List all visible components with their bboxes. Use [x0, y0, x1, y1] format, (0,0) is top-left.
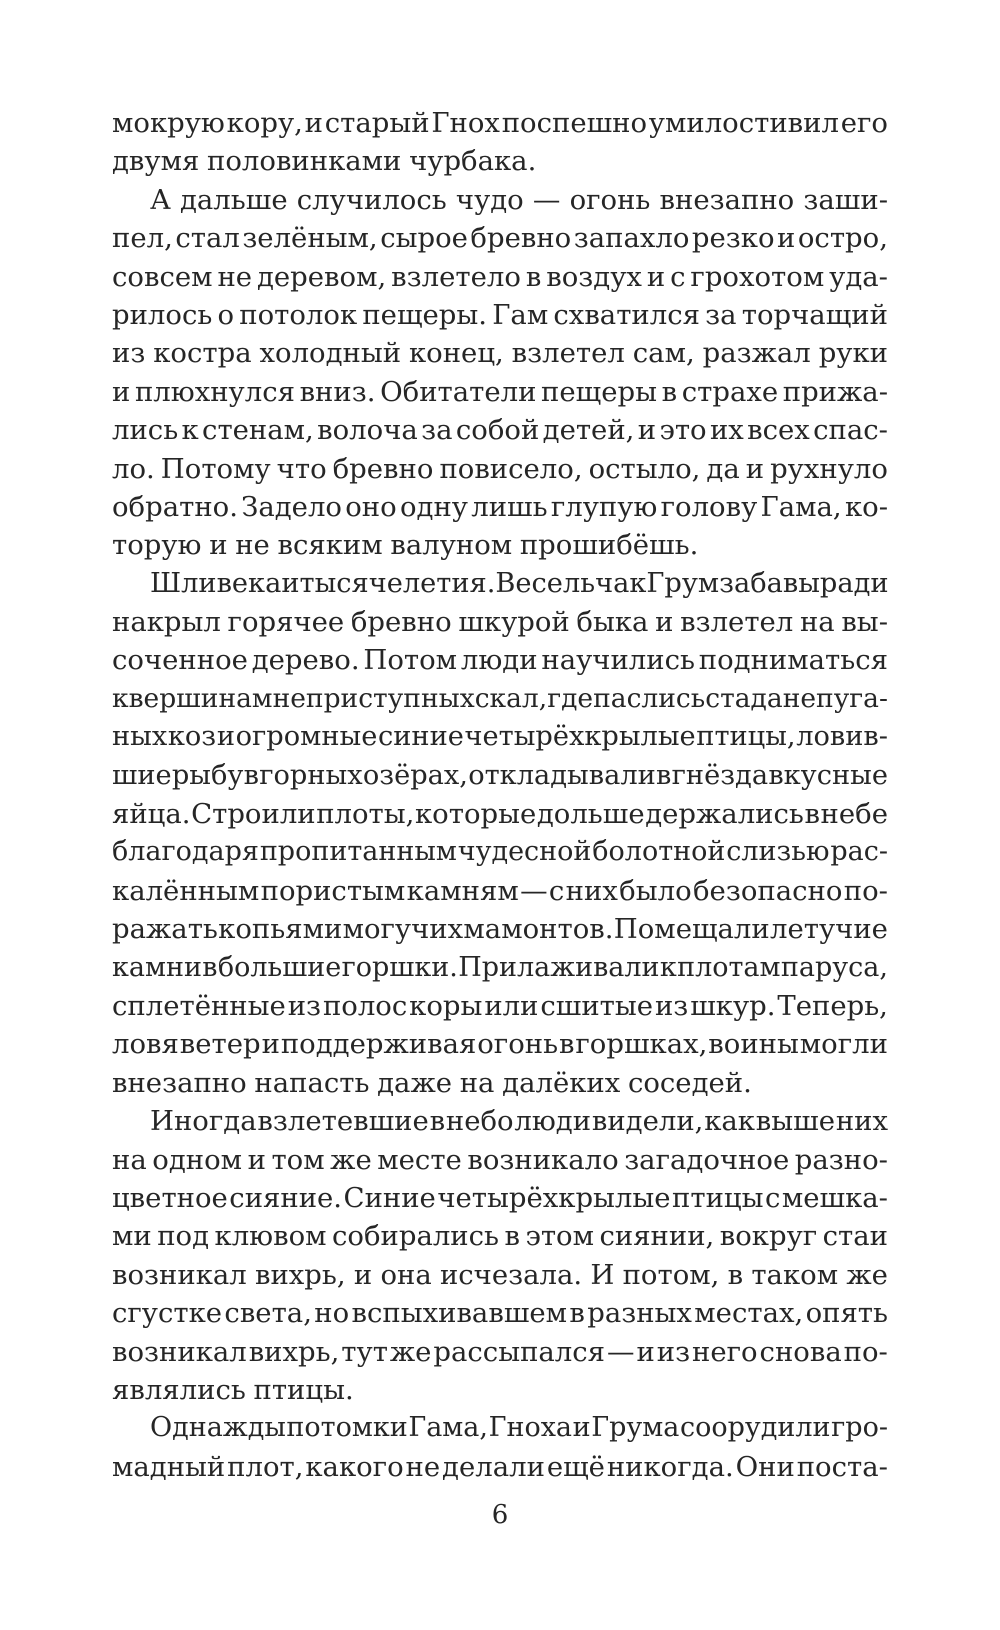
- page-number: 6: [491, 1500, 509, 1530]
- page-text: [112, 104, 888, 1486]
- text-line: двумя половинками чурбака.: [112, 145, 537, 178]
- text-line: Шли века и тысячелетия. Весельчак Грум забавы ради: [150, 567, 889, 599]
- text-line: сплетённые из полос коры или сшитые из шкур. Теперь,: [112, 989, 888, 1022]
- text-line: сгустке света, но вспыхивавшем в разных местах, опять: [112, 1297, 888, 1330]
- text-line: ло. Потому что бревно повисело, остыло, да и рухнуло: [112, 452, 888, 485]
- text-line: возникал вихрь, и она исчезала. И потом, в таком же: [112, 1258, 888, 1291]
- text-line: Однажды потомки Гама, Гноха и Грума соорудили гро-: [150, 1412, 888, 1444]
- text-line: пел, стал зелёным, сырое бревно запахло резко и остро,: [112, 222, 888, 255]
- text-line: благодаря пропитанным чудесной болотной слизью рас-: [112, 836, 888, 868]
- text-line: ловя ветер и поддерживая огонь в горшках, воины могли: [112, 1028, 888, 1061]
- text-line: и плюхнулся вниз. Обитатели пещеры в страхе прижа-: [112, 375, 888, 408]
- text-line: накрыл горячее бревно шкурой быка и взлетел на вы-: [112, 606, 888, 639]
- text-line: мадный плот, какого не делали ещё никогда. Они поста-: [112, 1450, 888, 1483]
- text-line: к вершинам неприступных скал, где паслись стада непуга-: [112, 682, 888, 714]
- text-line: А дальше случилось чудо — огонь внезапно заши-: [150, 183, 888, 216]
- text-line: соченное дерево. Потом люди научились подниматься: [112, 644, 888, 677]
- text-line: Иногда взлетевшие в небо люди видели, как выше них: [150, 1105, 888, 1138]
- text-line: ных коз и огромные синие четырёхкрылые птицы, ловив-: [112, 721, 888, 753]
- text-line: на одном и том же месте возникало загадочное разно-: [112, 1143, 888, 1176]
- text-line: из костра холодный конец, взлетел сам, разжал руки: [112, 337, 888, 370]
- text-line: калённым пористым камням — с них было безопасно по-: [112, 874, 888, 907]
- text-line: цветное сияние. Синие четырёхкрылые птицы с мешка-: [112, 1181, 888, 1214]
- text-line: внезапно напасть даже на далёких соседей.: [112, 1066, 752, 1099]
- text-line: камни в большие горшки. Прилаживали к плотам паруса,: [112, 951, 888, 983]
- text-line: мокрую кору, и старый Гнох поспешно умилостивил его: [112, 107, 888, 139]
- text-line: рилось о потолок пещеры. Гам схватился за торчащий: [112, 298, 888, 331]
- text-line: совсем не деревом, взлетело в воздух и с грохотом уда-: [112, 260, 888, 293]
- text-line: возникал вихрь, тут же рассыпался — и из него снова по-: [112, 1335, 888, 1368]
- text-line: являлись птицы.: [112, 1373, 354, 1406]
- text-line: яйца. Строили плоты, которые дольше держались в небе: [112, 798, 888, 831]
- text-line: ми под клювом собирались в этом сиянии, вокруг стаи: [112, 1220, 888, 1253]
- text-line: шие рыбу в горных озёрах, откладывали в гнёзда вкусные: [112, 759, 888, 791]
- text-line: торую и не всяким валуном прошибёшь.: [112, 529, 699, 562]
- text-line: обратно. Задело оно одну лишь глупую голову Гама, ко-: [112, 490, 888, 523]
- text-line: лись к стенам, волоча за собой детей, и это их всех спас-: [112, 414, 888, 447]
- text-line: ражать копьями могучих мамонтов. Помещали летучие: [112, 913, 888, 946]
